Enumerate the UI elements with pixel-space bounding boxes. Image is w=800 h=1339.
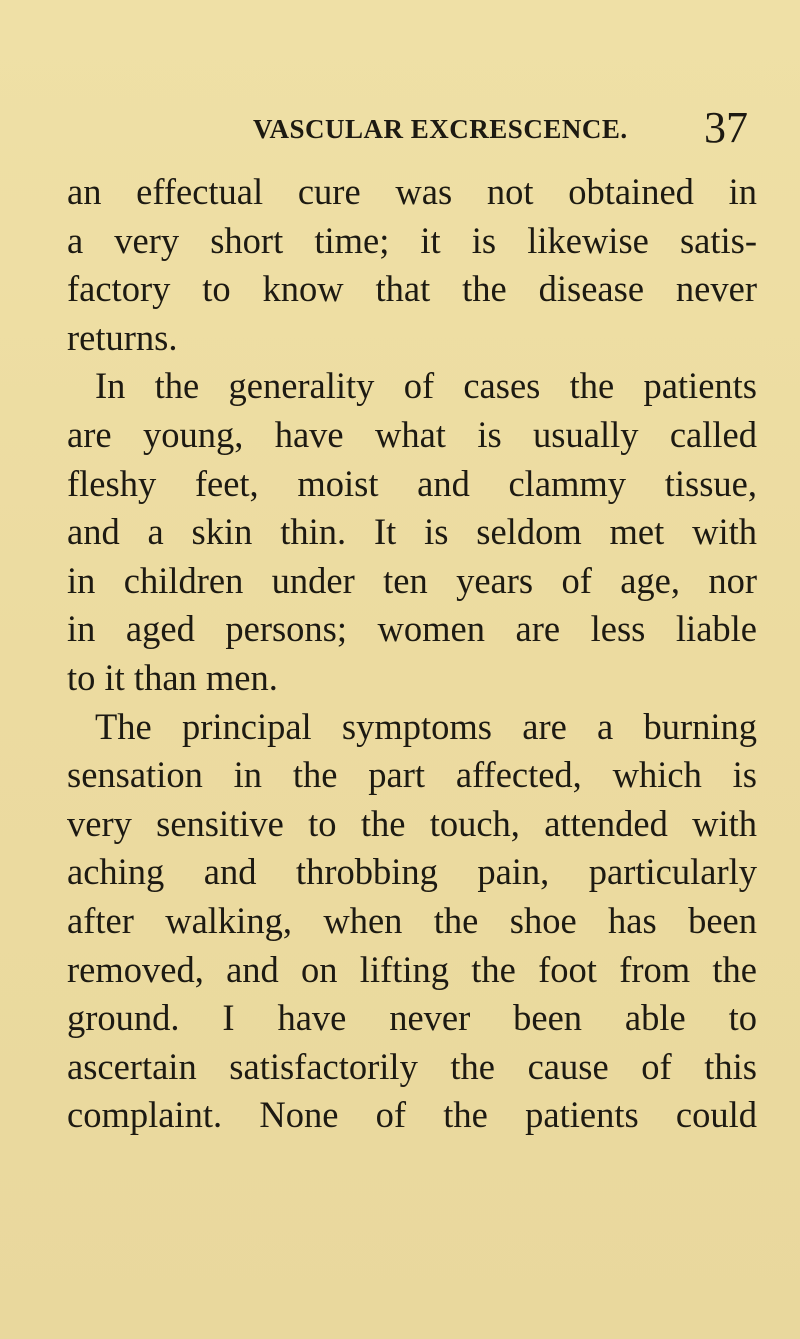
text-line: after walking, when the shoe has been bbox=[67, 899, 757, 941]
text-line: factory to know that the disease never bbox=[67, 268, 757, 310]
text-line: returns. bbox=[67, 316, 178, 358]
page-number: 37 bbox=[704, 103, 748, 152]
body-text bbox=[67, 168, 757, 1140]
running-head: VASCULAR EXCRESCENCE. bbox=[253, 114, 628, 144]
text-line: fleshy feet, moist and clammy tissue, bbox=[67, 462, 757, 504]
text-line: In the generality of cases the patients bbox=[95, 365, 757, 407]
text-line: ground. I have never been able to bbox=[67, 997, 757, 1039]
text-line: a very short time; it is likewise satis- bbox=[67, 219, 757, 261]
text-line: The principal symptoms are a burning bbox=[95, 705, 757, 747]
text-line: very sensitive to the touch, attended with bbox=[67, 802, 757, 844]
text-line: complaint. None of the patients could bbox=[67, 1094, 757, 1136]
text-line: removed, and on lifting the foot from the bbox=[67, 948, 757, 990]
text-line: are young, have what is usually called bbox=[67, 413, 757, 455]
page-header bbox=[0, 103, 800, 158]
text-line: to it than men. bbox=[67, 656, 278, 698]
text-line: in aged persons; women are less liable bbox=[67, 608, 757, 650]
text-line: and a skin thin. It is seldom met with bbox=[67, 511, 757, 553]
text-line: sensation in the part affected, which is bbox=[67, 754, 757, 796]
text-line: in children under ten years of age, nor bbox=[67, 559, 757, 601]
text-line: aching and throbbing pain, particularly bbox=[67, 851, 757, 893]
text-line: ascertain satisfactorily the cause of this bbox=[67, 1045, 757, 1087]
text-line: an effectual cure was not obtained in bbox=[67, 171, 757, 212]
